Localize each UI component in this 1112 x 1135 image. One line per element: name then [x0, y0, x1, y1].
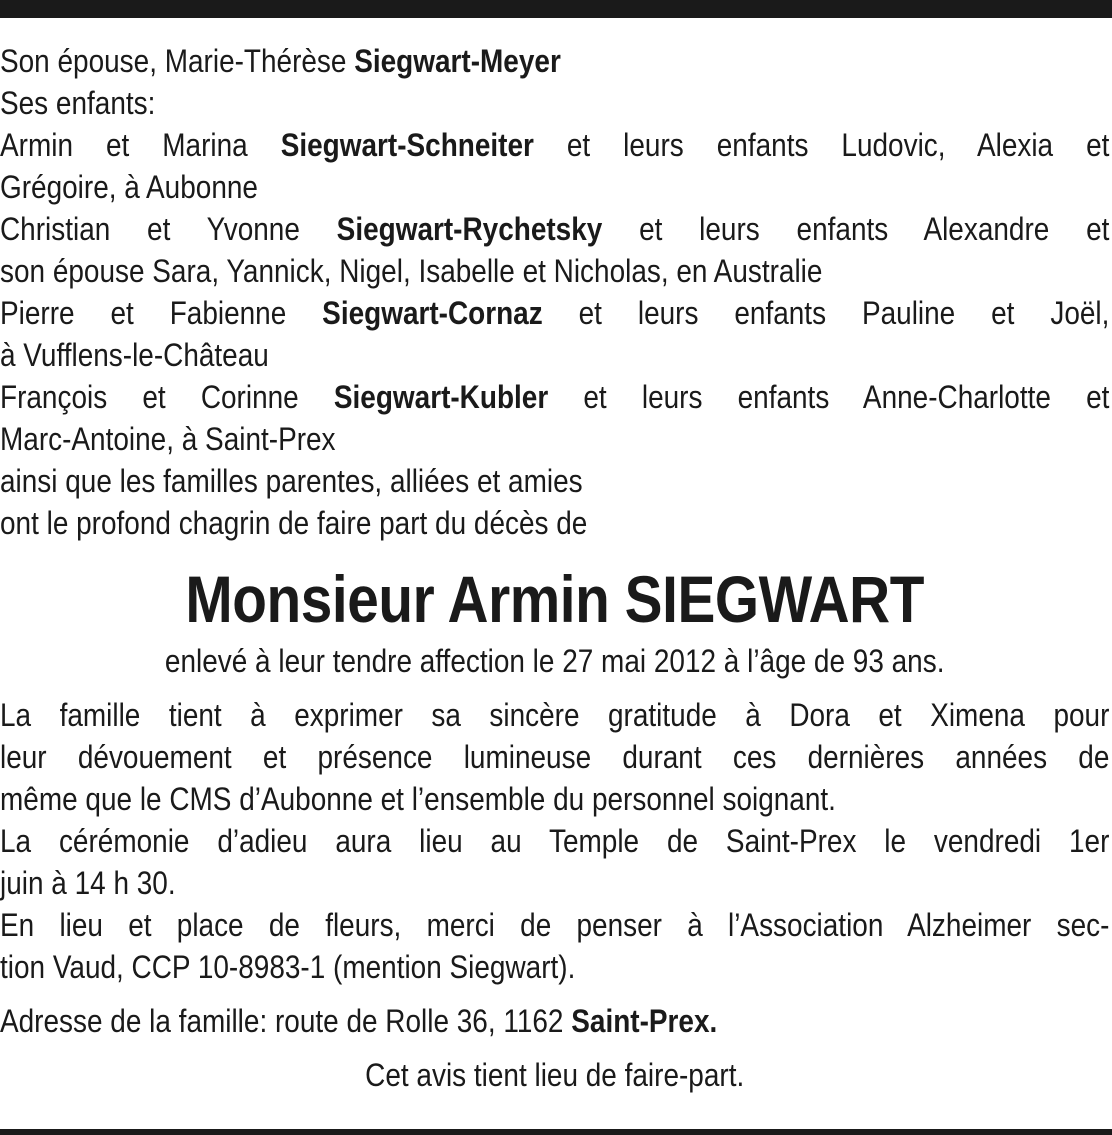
passing-line: enlevé à leur tendre affection le 27 mai 2012 à l’âge de 93 ans.	[164, 643, 945, 679]
bottom-border-rule	[0, 1129, 1112, 1135]
family-4-children: et leurs enfants Anne-Charlotte et	[548, 379, 1110, 415]
deceased-name: Monsieur Armin SIEGWART	[185, 562, 924, 636]
family-2-given-names: Christian et Yvonne	[0, 211, 337, 247]
family-1-surname: Siegwart-Schneiter	[280, 127, 534, 163]
family-2-surname: Siegwart-Rychetsky	[336, 211, 603, 247]
family-1-given-names: Armin et Marina	[0, 127, 281, 163]
donation-line-2: tion Vaud, CCP 10-8983-1 (mention Siegwart).	[0, 949, 576, 985]
family-4-line-2: Marc-Antoine, à Saint-Prex	[0, 421, 336, 457]
family-address	[0, 1000, 1109, 1042]
closing-line: Cet avis tient lieu de faire-part.	[365, 1057, 745, 1093]
family-1-line-1	[0, 124, 1109, 166]
family-4-given-names: François et Corinne	[0, 379, 334, 415]
family-2-line-1	[0, 208, 1109, 250]
relatives-line: ainsi que les familles parentes, alliées et amies	[0, 463, 583, 499]
children-heading: Ses enfants:	[0, 85, 156, 121]
spouse-prefix: Son épouse, Marie-Thérèse	[0, 43, 355, 79]
top-border-rule	[0, 0, 1112, 18]
announce-line: ont le profond chagrin de faire part du décès de	[0, 505, 588, 541]
family-3-line-1	[0, 292, 1109, 334]
family-3-line-2: à Vufflens-le-Château	[0, 337, 269, 373]
family-2-children: et leurs enfants Alexandre et	[602, 211, 1110, 247]
spouse-line	[0, 40, 1109, 82]
address-town: Saint-Prex.	[571, 1003, 718, 1039]
gratitude-line-2: leur dévouement et présence lumineuse durant ces dernières années de	[0, 739, 1110, 775]
family-3-children: et leurs enfants Pauline et Joël,	[542, 295, 1110, 331]
ceremony-line-1: La cérémonie d’adieu aura lieu au Temple de Saint-Prex le vendredi 1er	[0, 823, 1110, 859]
family-4-surname: Siegwart-Kubler	[333, 379, 549, 415]
address-prefix: Adresse de la famille: route de Rolle 36, 1162	[0, 1003, 572, 1039]
family-3-given-names: Pierre et Fabienne	[0, 295, 323, 331]
family-1-children: et leurs enfants Ludovic, Alexia et	[533, 127, 1110, 163]
family-3-surname: Siegwart-Cornaz	[322, 295, 543, 331]
donation-line-1: En lieu et place de fleurs, merci de penser à l’Association Alzheimer sec-	[0, 907, 1110, 943]
gratitude-line-3: même que le CMS d’Aubonne et l’ensemble du personnel soignant.	[0, 781, 836, 817]
family-1-line-2: Grégoire, à Aubonne	[0, 169, 258, 205]
gratitude-line-1: La famille tient à exprimer sa sincère gratitude à Dora et Ximena pour	[0, 697, 1110, 733]
ceremony-line-2: juin à 14 h 30.	[0, 865, 176, 901]
obituary-notice	[0, 40, 1110, 1096]
family-2-line-2: son épouse Sara, Yannick, Nigel, Isabelle et Nicholas, en Australie	[0, 253, 823, 289]
family-4-line-1	[0, 376, 1109, 418]
spouse-surname: Siegwart-Meyer	[354, 43, 561, 79]
